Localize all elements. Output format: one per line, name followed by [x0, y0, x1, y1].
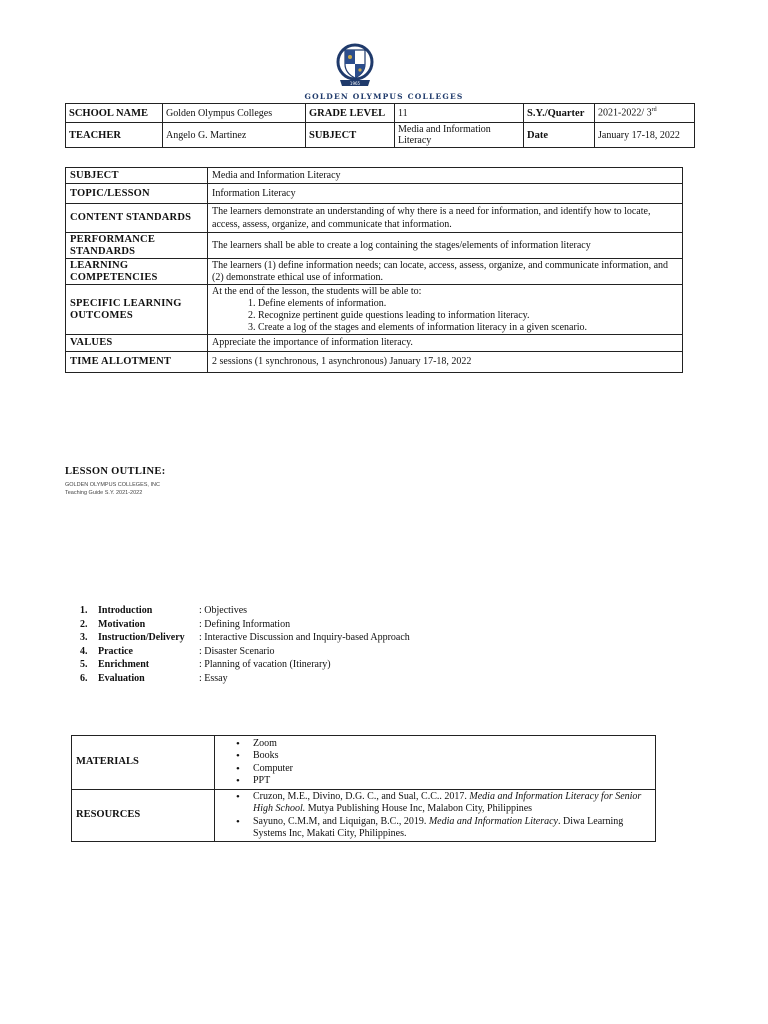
lesson-details-table [65, 167, 683, 373]
teacher-label: TEACHER [66, 123, 163, 148]
company-footer-text: GOLDEN OLYMPUS COLLEGES, INC [65, 482, 160, 488]
materials-list [219, 738, 651, 788]
slo-label: SPECIFIC LEARNING OUTCOMES [66, 285, 208, 335]
school-logo [335, 40, 375, 94]
materials-item: • PPT [253, 775, 651, 788]
info-row-teacher [66, 123, 695, 148]
materials-item: • Computer [253, 763, 651, 776]
row-specific-learning-outcomes [66, 285, 683, 335]
subject-label: SUBJECT [306, 123, 395, 148]
svg-text:1965: 1965 [349, 81, 361, 86]
school-name-value: Golden Olympus Colleges [163, 104, 306, 123]
school-info-table [65, 103, 695, 148]
time-allotment-label: TIME ALLOTMENT [66, 352, 208, 373]
performance-standards-value: The learners shall be able to create a log containing the stages/elements of information literacy [208, 233, 683, 259]
outline-item: 5. Enrichment : Planning of vacation (Itinerary) [80, 659, 331, 671]
row-materials [72, 736, 656, 790]
content-standards-label: CONTENT STANDARDS [66, 204, 208, 233]
learning-competencies-label: LEARNING COMPETENCIES [66, 259, 208, 285]
slo-list [212, 298, 678, 334]
slo-item: 1. Define elements of information. [258, 298, 678, 310]
row-subject [66, 168, 683, 184]
teacher-value: Angelo G. Martinez [163, 123, 306, 148]
values-label: VALUES [66, 335, 208, 352]
time-allotment-value: 2 sessions (1 synchronous, 1 asynchronous) January 17-18, 2022 [208, 352, 683, 373]
resources-list [219, 791, 651, 841]
content-standards-value: The learners demonstrate an understanding of why there is a need for information, and identify how to locate, access, assess, organize, and communicate that information. [208, 204, 683, 233]
materials-item: • Zoom [253, 738, 651, 751]
info-row-school [66, 104, 695, 123]
sy-quarter-value: 2021-2022/ 3rd [595, 104, 695, 123]
slo-item: 3. Create a log of the stages and elements of information literacy in a given scenario. [258, 322, 678, 334]
performance-standards-label: PERFORMANCE STANDARDS [66, 233, 208, 259]
row-learning-competencies [66, 259, 683, 285]
row-time-allotment [66, 352, 683, 373]
lesson-outline-list [80, 604, 410, 686]
outline-item: 4. Practice : Disaster Scenario [80, 645, 275, 657]
subject-row-label: SUBJECT [66, 168, 208, 184]
school-name-label: SCHOOL NAME [66, 104, 163, 123]
row-performance-standards [66, 233, 683, 259]
slo-item: 2. Recognize pertinent guide questions leading to information literacy. [258, 310, 678, 322]
logo-text: GOLDEN OLYMPUS COLLEGES [304, 92, 464, 101]
row-resources [72, 790, 656, 842]
materials-resources-table [71, 735, 656, 842]
outline-item: 6. Evaluation : Essay [80, 672, 228, 684]
subject-value: Media and Information Literacy [395, 123, 524, 148]
resource-item: • Sayuno, C.M.M, and Liquigan, B.C., 2019. Media and Information Literacy. Diwa Learning Systems Inc, Makati City, Philippines. [253, 816, 651, 841]
topic-value: Information Literacy [208, 184, 683, 204]
shield-crest-icon [335, 40, 375, 94]
row-content-standards [66, 204, 683, 233]
outline-item: 3. Instruction/Delivery : Interactive Discussion and Inquiry-based Approach [80, 632, 410, 644]
materials-value [215, 736, 656, 790]
materials-label: MATERIALS [72, 736, 215, 790]
subject-row-value: Media and Information Literacy [208, 168, 683, 184]
date-value: January 17-18, 2022 [595, 123, 695, 148]
resources-label: RESOURCES [72, 790, 215, 842]
row-values [66, 335, 683, 352]
outline-item: 2. Motivation : Defining Information [80, 618, 291, 630]
teaching-guide-text: Teaching Guide S.Y. 2021-2022 [65, 490, 143, 496]
slo-intro: At the end of the lesson, the students will be able to: [212, 285, 422, 297]
outline-item: 1. Introduction : Objectives [80, 605, 248, 616]
topic-label: TOPIC/LESSON [66, 184, 208, 204]
date-label: Date [524, 123, 595, 148]
slo-value [208, 285, 683, 335]
values-value: Appreciate the importance of information literacy. [208, 335, 683, 352]
grade-level-value: 11 [395, 104, 524, 123]
grade-level-label: GRADE LEVEL [306, 104, 395, 123]
materials-item: • Books [253, 750, 651, 763]
resources-value [215, 790, 656, 842]
sy-quarter-label: S.Y./Quarter [524, 104, 595, 123]
resource-item: • Cruzon, M.E., Divino, D.G. C., and Sual, C.C.. 2017. Media and Information Literacy for Senior High School. Mutya Publishing House Inc, Malabon City, Philippines [253, 791, 651, 816]
lesson-outline-title: LESSON OUTLINE: [65, 466, 166, 477]
row-topic [66, 184, 683, 204]
learning-competencies-value: The learners (1) define information needs; can locate, access, assess, organize, and communicate information, and (2) demonstrate ethical use of information. [208, 259, 683, 285]
